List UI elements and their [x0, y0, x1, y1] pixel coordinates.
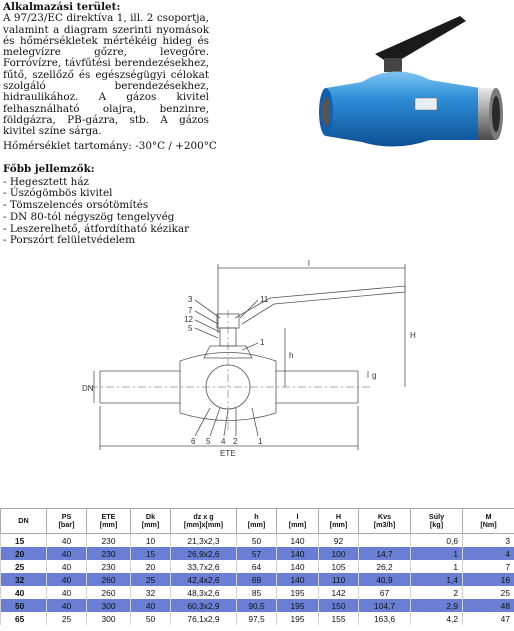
part-number: 1 — [260, 338, 265, 347]
part-number: 5 — [188, 324, 193, 333]
part-number: 12 — [184, 315, 193, 324]
features-list — [3, 177, 189, 247]
table-cell: 40 — [1, 586, 47, 599]
table-cell: 60,3x2,9 — [171, 599, 237, 612]
feature-item: - Hegesztett ház — [3, 177, 189, 189]
table-cell: 40 — [47, 573, 87, 586]
temperature-range: Hőmérséklet tartomány: -30°C / +200°C — [3, 140, 217, 152]
table-header-row — [1, 509, 514, 534]
part-number: 2 — [233, 437, 238, 446]
table-cell: 230 — [87, 560, 131, 573]
application-text: A 97/23/EC direktíva 1, ill. 2 csoportja, valamint a diagram szerinti nyomások és hőmérsékletek mértékéig hideg és melegvízre gőzre, levegőre. Forróvízre, távfűtési berendezésekhez, fűtő, szellőző és egészségügyi célokat szolgáló berendezésekhez, hidraulikához. A gázos kivitel felhasználható olajra, benzinre, földgázra, PB-gázra, stb. A gázos kivitel színe sárga. — [3, 12, 209, 138]
table-cell: 50 — [131, 612, 171, 625]
table-row — [1, 573, 514, 586]
table-cell: 47 — [463, 612, 514, 625]
table-cell: 15 — [1, 534, 47, 548]
table-cell: 16 — [463, 573, 514, 586]
dimension-label: ETE — [220, 449, 236, 458]
dimension-label: DN — [82, 384, 94, 393]
table-row — [1, 547, 514, 560]
column-header: DN — [1, 509, 47, 534]
part-number: 1 — [258, 437, 263, 446]
table-cell: 260 — [87, 586, 131, 599]
table-cell: 97,5 — [237, 612, 277, 625]
table-cell: 40 — [47, 586, 87, 599]
application-heading: Alkalmazási terület: — [3, 1, 121, 13]
table-cell: 0,6 — [411, 534, 463, 548]
feature-item: - Úszógömbös kivitel — [3, 188, 189, 200]
table-cell: 40 — [131, 599, 171, 612]
column-header: l [mm] — [277, 509, 319, 534]
table-cell: 42,4x2,6 — [171, 573, 237, 586]
table-cell: 25 — [1, 560, 47, 573]
table-cell: 40 — [47, 560, 87, 573]
table-cell: 163,6 — [359, 612, 411, 625]
table-cell: 104,7 — [359, 599, 411, 612]
feature-item: - Porszórt felületvédelem — [3, 235, 189, 247]
part-number: 11 — [260, 295, 269, 304]
table-cell: 1 — [411, 547, 463, 560]
features-heading: Főbb jellemzők: — [3, 163, 95, 175]
table-cell: 140 — [277, 547, 319, 560]
part-number: 3 — [188, 295, 193, 304]
column-header: PS [bar] — [47, 509, 87, 534]
table-cell: 40 — [47, 599, 87, 612]
table-cell: 155 — [319, 612, 359, 625]
table-cell: 67 — [359, 586, 411, 599]
column-header: Súly [kg] — [411, 509, 463, 534]
feature-item: - Leszerelhető, átfordítható kézikar — [3, 224, 189, 236]
table-cell: 92 — [319, 534, 359, 548]
column-header: H [mm] — [319, 509, 359, 534]
table-cell: 21,3x2,3 — [171, 534, 237, 548]
part-number: 6 — [191, 437, 196, 446]
table-cell: 69 — [237, 573, 277, 586]
column-header: M [Nm] — [463, 509, 514, 534]
table-cell: 140 — [277, 534, 319, 548]
table-cell: 300 — [87, 599, 131, 612]
column-header: h [mm] — [237, 509, 277, 534]
table-cell: 140 — [277, 573, 319, 586]
table-cell: 50 — [237, 534, 277, 548]
column-header: dz x g [mm]x[mm] — [171, 509, 237, 534]
table-cell: 25 — [131, 573, 171, 586]
table-cell: 3 — [463, 534, 514, 548]
table-cell: 7 — [463, 560, 514, 573]
table-cell: 90,5 — [237, 599, 277, 612]
table-cell: 32 — [131, 586, 171, 599]
table-cell: 195 — [277, 599, 319, 612]
table-row — [1, 612, 514, 625]
part-number: 5 — [206, 437, 211, 446]
dimension-label: H — [410, 331, 416, 340]
table-cell: 48,3x2,6 — [171, 586, 237, 599]
table-cell: 50 — [1, 599, 47, 612]
table-cell: 105 — [319, 560, 359, 573]
table-cell: 2,9 — [411, 599, 463, 612]
dimension-label: h — [289, 351, 294, 360]
dimension-label: g — [372, 371, 377, 380]
table-cell: 65 — [1, 612, 47, 625]
column-header: Kvs [m3/h] — [359, 509, 411, 534]
specifications-table — [0, 508, 514, 625]
table-cell: 20 — [1, 547, 47, 560]
table-row — [1, 534, 514, 548]
table-cell: 1,4 — [411, 573, 463, 586]
table-cell: 195 — [277, 612, 319, 625]
table-cell: 40 — [47, 534, 87, 548]
application-section — [3, 2, 209, 138]
table-cell: 1 — [411, 560, 463, 573]
table-cell: 142 — [319, 586, 359, 599]
table-cell: 85 — [237, 586, 277, 599]
table-cell: 25 — [463, 586, 514, 599]
table-cell: 48 — [463, 599, 514, 612]
table-row — [1, 586, 514, 599]
table-cell: 195 — [277, 586, 319, 599]
table-cell: 20 — [131, 560, 171, 573]
table-cell: 2 — [411, 586, 463, 599]
table-cell: 40,9 — [359, 573, 411, 586]
table-cell: 57 — [237, 547, 277, 560]
table-cell — [359, 534, 411, 548]
table-cell: 40 — [47, 547, 87, 560]
technical-drawing — [60, 258, 460, 463]
table-cell: 64 — [237, 560, 277, 573]
table-cell: 230 — [87, 547, 131, 560]
ball-valve-photo — [300, 2, 510, 152]
table-cell: 10 — [131, 534, 171, 548]
part-number: 4 — [221, 437, 226, 446]
features-section — [3, 164, 189, 247]
table-cell: 300 — [87, 612, 131, 625]
table-cell: 230 — [87, 534, 131, 548]
feature-item: - DN 80-tól négyszög tengelyvég — [3, 212, 189, 224]
column-header: Dk [mm] — [131, 509, 171, 534]
table-row — [1, 599, 514, 612]
table-cell: 140 — [277, 560, 319, 573]
table-cell: 260 — [87, 573, 131, 586]
table-cell: 33,7x2,6 — [171, 560, 237, 573]
part-number: 7 — [188, 306, 193, 315]
table-cell: 26,2 — [359, 560, 411, 573]
table-cell: 150 — [319, 599, 359, 612]
table-row — [1, 560, 514, 573]
table-cell: 4,2 — [411, 612, 463, 625]
column-header: ETE [mm] — [87, 509, 131, 534]
feature-item: - Tömszelencés orsótömítés — [3, 200, 189, 212]
table-cell: 14,7 — [359, 547, 411, 560]
table-cell: 110 — [319, 573, 359, 586]
table-cell: 26,9x2,6 — [171, 547, 237, 560]
table-cell: 32 — [1, 573, 47, 586]
dimension-label: l — [308, 259, 310, 268]
table-cell: 76,1x2,9 — [171, 612, 237, 625]
table-cell: 4 — [463, 547, 514, 560]
table-cell: 25 — [47, 612, 87, 625]
table-cell: 100 — [319, 547, 359, 560]
table-cell: 15 — [131, 547, 171, 560]
